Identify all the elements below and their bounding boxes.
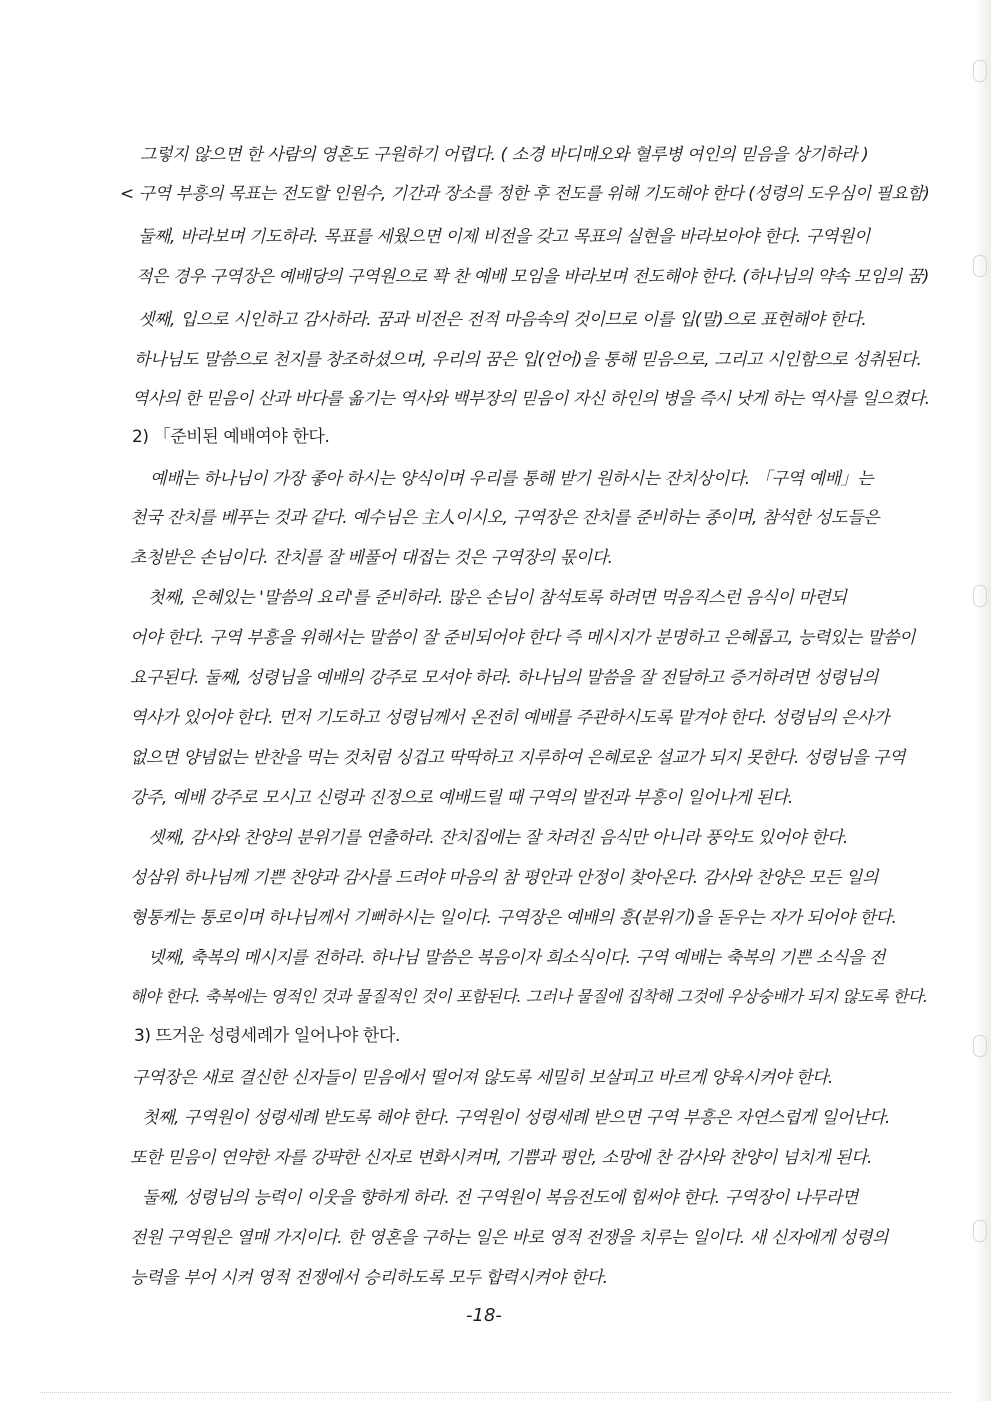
- text-line: 그렇지 않으면 한 사람의 영혼도 구원하기 어렵다. ( 소경 바디매오와 혈루병 여인의 믿음을 상기하라 ): [140, 145, 869, 165]
- binder-hole-mark: [973, 1035, 987, 1057]
- text-line: 구역장은 새로 결신한 신자들이 믿음에서 떨어져 않도록 세밀히 보살피고 바르게 양육시켜야 한다.: [132, 1068, 833, 1088]
- text-line: 전원 구역원은 열매 가지이다. 한 영혼을 구하는 일은 바로 영적 전쟁을 치루는 일이다. 새 신자에게 성령의: [130, 1228, 888, 1248]
- text-line: 또한 믿음이 연약한 자를 강퍅한 신자로 변화시켜며, 기쁨과 평안, 소망에 찬 감사와 찬양이 넘치게 된다.: [130, 1148, 872, 1168]
- text-line: 역사의 한 믿음이 산과 바다를 옮기는 역사와 백부장의 믿음이 자신 하인의 병을 즉시 낫게 하는 역사를 일으켰다.: [132, 388, 930, 408]
- page-bottom-edge: [40, 1392, 951, 1393]
- text-line: 없으면 양념없는 반찬을 먹는 것처럼 싱겁고 딱딱하고 지루하여 은혜로운 설교가 되지 못한다. 성령님을 구역: [130, 748, 906, 768]
- section-heading: 3) 뜨거운 성령세례가 일어나야 한다.: [134, 1026, 400, 1046]
- binder-hole-mark: [973, 1220, 987, 1242]
- text-line: 적은 경우 구역장은 예배당의 구역원으로 꽉 찬 예배 모임을 바라보며 전도해야 한다. (하나님의 약속 모임의 꿈): [136, 266, 929, 286]
- text-line: 둘째, 성령님의 능력이 이웃을 향하게 하라. 전 구역원이 복음전도에 힘써야 한다. 구역장이 나무라면: [142, 1188, 858, 1208]
- text-line: 예배는 하나님이 가장 좋아 하시는 양식이며 우리를 통해 받기 원하시는 잔치상이다. 「구역 예배」는: [150, 469, 874, 489]
- text-line: 첫째, 구역원이 성령세례 받도록 해야 한다. 구역원이 성령세례 받으면 구역 부흥은 자연스럽게 일어난다.: [142, 1108, 890, 1128]
- section-heading: 2) 「준비된 예배여야 한다.: [132, 427, 330, 447]
- text-line: 해야 한다. 축복에는 영적인 것과 물질적인 것이 포함된다. 그러나 물질에 집착해 그것에 우상숭배가 되지 않도록 한다.: [130, 987, 928, 1006]
- scan-edge: [975, 0, 991, 1401]
- text-line: 하나님도 말씀으로 천지를 창조하셨으며, 우리의 꿈은 입(언어)을 통해 믿음으로, 그리고 시인함으로 성취된다.: [134, 350, 922, 370]
- binder-hole-mark: [973, 60, 987, 82]
- page-number: -18-: [466, 1305, 502, 1326]
- text-line: 어야 한다. 구역 부흥을 위해서는 말씀이 잘 준비되어야 한다 즉 메시지가 분명하고 은혜롭고, 능력있는 말씀이: [130, 628, 916, 648]
- text-line: 능력을 부어 시켜 영적 전쟁에서 승리하도록 모두 합력시켜야 한다.: [130, 1268, 608, 1288]
- text-line: 초청받은 손님이다. 잔치를 잘 베풀어 대접는 것은 구역장의 몫이다.: [130, 548, 613, 568]
- text-line: < 구역 부흥의 목표는 전도할 인원수, 기간과 장소를 정한 후 전도를 위해 기도해야 한다 (성령의 도우심이 필요함): [120, 183, 930, 203]
- text-line: 셋째, 입으로 시인하고 감사하라. 꿈과 비전은 전적 마음속의 것이므로 이를 입(말)으로 표현해야 한다.: [138, 310, 867, 330]
- binder-hole-mark: [973, 585, 987, 607]
- text-line: 형통케는 통로이며 하나님께서 기뻐하시는 일이다. 구역장은 예배의 흥(분위기)을 돋우는 자가 되어야 한다.: [130, 908, 897, 928]
- text-line: 성삼위 하나님께 기쁜 찬양과 감사를 드려야 마음의 참 평안과 안정이 찾아온다. 감사와 찬양은 모든 일의: [130, 868, 878, 888]
- text-line: 강주, 예배 강주로 모시고 신령과 진정으로 예배드릴 때 구역의 발전과 부흥이 일어나게 된다.: [130, 788, 793, 808]
- text-line: 요구된다. 둘째, 성령님을 예배의 강주로 모셔야 하라. 하나님의 말씀을 잘 전달하고 증거하려면 성령님의: [130, 668, 878, 688]
- text-line: 첫째, 은혜있는 '말씀의 요리'를 준비하라. 많은 손님이 참석토록 하려면 먹음직스런 음식이 마련되: [148, 588, 847, 608]
- text-line: 역사가 있어야 한다. 먼저 기도하고 성령님께서 온전히 예배를 주관하시도록 맡겨야 한다. 성령님의 은사가: [130, 708, 889, 728]
- text-line: 둘째, 바라보며 기도하라. 목표를 세웠으면 이제 비전을 갖고 목표의 실현을 바라보아야 한다. 구역원이: [138, 227, 870, 247]
- binder-hole-mark: [973, 255, 987, 277]
- text-line: 넷째, 축복의 메시지를 전하라. 하나님 말씀은 복음이자 희소식이다. 구역 예배는 축복의 기쁜 소식을 전: [148, 948, 885, 968]
- text-line: 셋째, 감사와 찬양의 분위기를 연출하라. 잔치집에는 잘 차려진 음식만 아니라 풍악도 있어야 한다.: [148, 828, 848, 848]
- text-line: 천국 잔치를 베푸는 것과 같다. 예수님은 主人이시오, 구역장은 잔치를 준비하는 종이며, 참석한 성도들은: [130, 508, 880, 528]
